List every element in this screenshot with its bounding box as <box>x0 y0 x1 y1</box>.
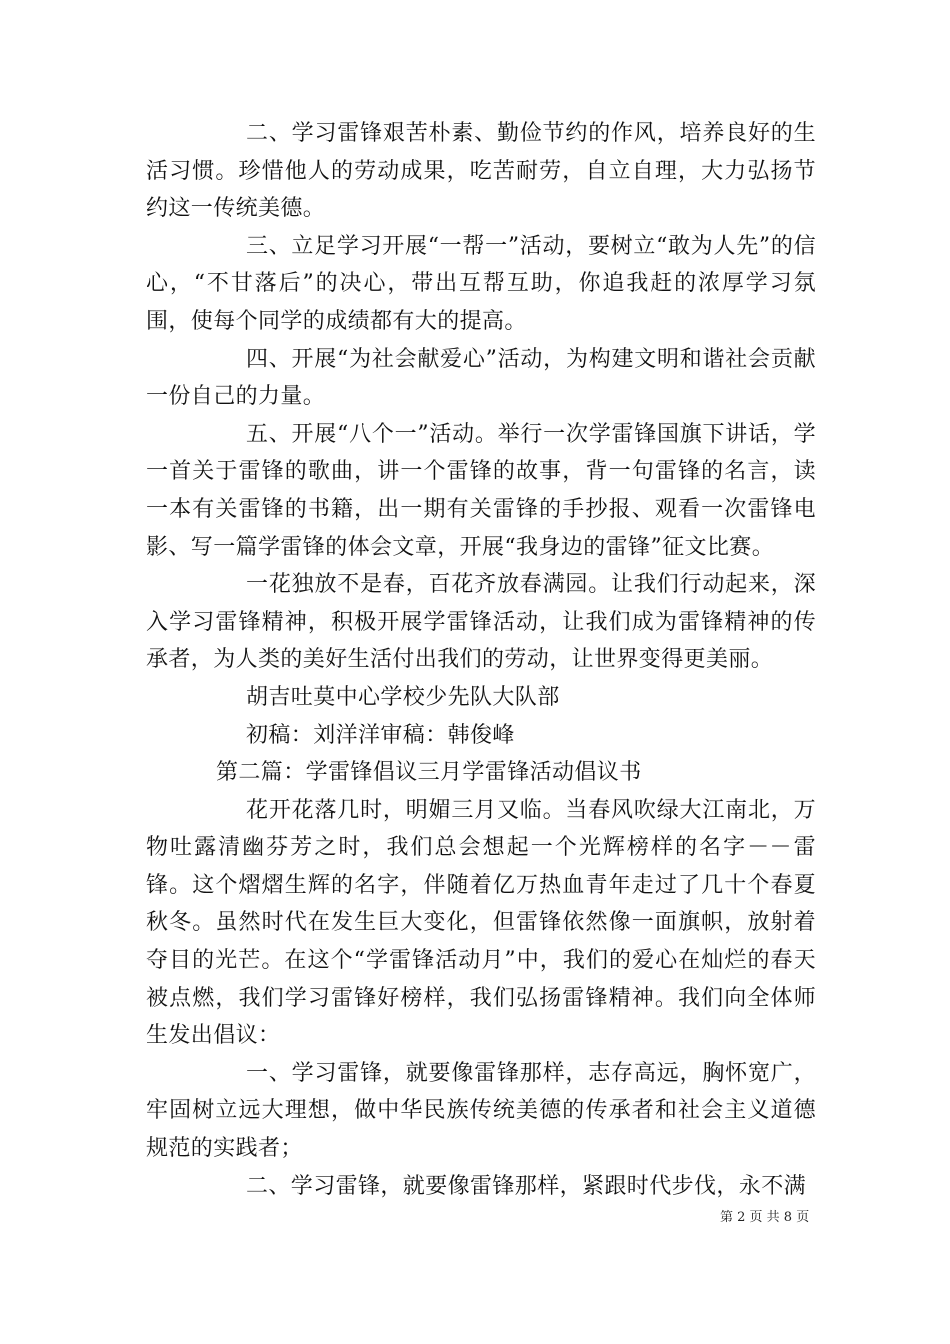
paragraph-5: 一花独放不是春，百花齐放春满园。让我们行动起来，深入学习雷锋精神，积极开展学雷锋活动，让我们成为雷锋精神的传承者，为人类的美好生活付出我们的劳动，让世界变得更美丽。 <box>146 572 816 673</box>
section-heading: 第二篇：学雷锋倡议三月学雷锋活动倡议书 <box>216 760 642 786</box>
paragraph-7: 一、学习雷锋，就要像雷锋那样，志存高远，胸怀宽广，牢固树立远大理想，做中华民族传统美德的传承者和社会主义道德规范的实践者； <box>146 1060 816 1162</box>
page-number: 第 2 页 共 8 页 <box>720 1210 810 1225</box>
document-body <box>146 115 816 1205</box>
signature-credits: 初稿：刘洋洋审稿：韩俊峰 <box>246 722 515 748</box>
paragraph-1: 二、学习雷锋艰苦朴素、勤俭节约的作风，培养良好的生活习惯。珍惜他人的劳动成果，吃苦耐劳，自立自理，大力弘扬节约这一传统美德。 <box>146 121 816 222</box>
paragraph-2: 三、立足学习开展“一帮一”活动，要树立“敢为人先”的信心，“不甘落后”的决心，带出互帮互助，你追我赶的浓厚学习氛围，使每个同学的成绩都有大的提高。 <box>146 233 816 334</box>
signature-org: 胡吉吐莫中心学校少先队大队部 <box>246 684 560 710</box>
paragraph-4: 五、开展“八个一”活动。举行一次学雷锋国旗下讲话，学一首关于雷锋的歌曲，讲一个雷锋的故事，背一句雷锋的名言，读一本有关雷锋的书籍，出一期有关雷锋的手抄报、观看一次雷锋电影、写一篇学雷锋的体会文章，开展“我身边的雷锋”征文比赛。 <box>146 421 816 560</box>
paragraph-6: 花开花落几时，明媚三月又临。当春风吹绿大江南北，万物吐露清幽芬芳之时，我们总会想起一个光辉榜样的名字－－雷锋。这个熠熠生辉的名字，伴随着亿万热血青年走过了几十个春夏秋冬。虽然时代在发生巨大变化，但雷锋依然像一面旗帜，放射着夺目的光芒。在这个“学雷锋活动月”中，我们的爱心在灿烂的春天被点燃，我们学习雷锋好榜样，我们弘扬雷锋精神。我们向全体师生发出倡议： <box>146 797 816 1049</box>
paragraph-8: 二、学习雷锋，就要像雷锋那样，紧跟时代步伐，永不满 <box>246 1173 807 1199</box>
paragraph-3: 四、开展“为社会献爱心”活动，为构建文明和谐社会贡献一份自己的力量。 <box>146 346 816 410</box>
